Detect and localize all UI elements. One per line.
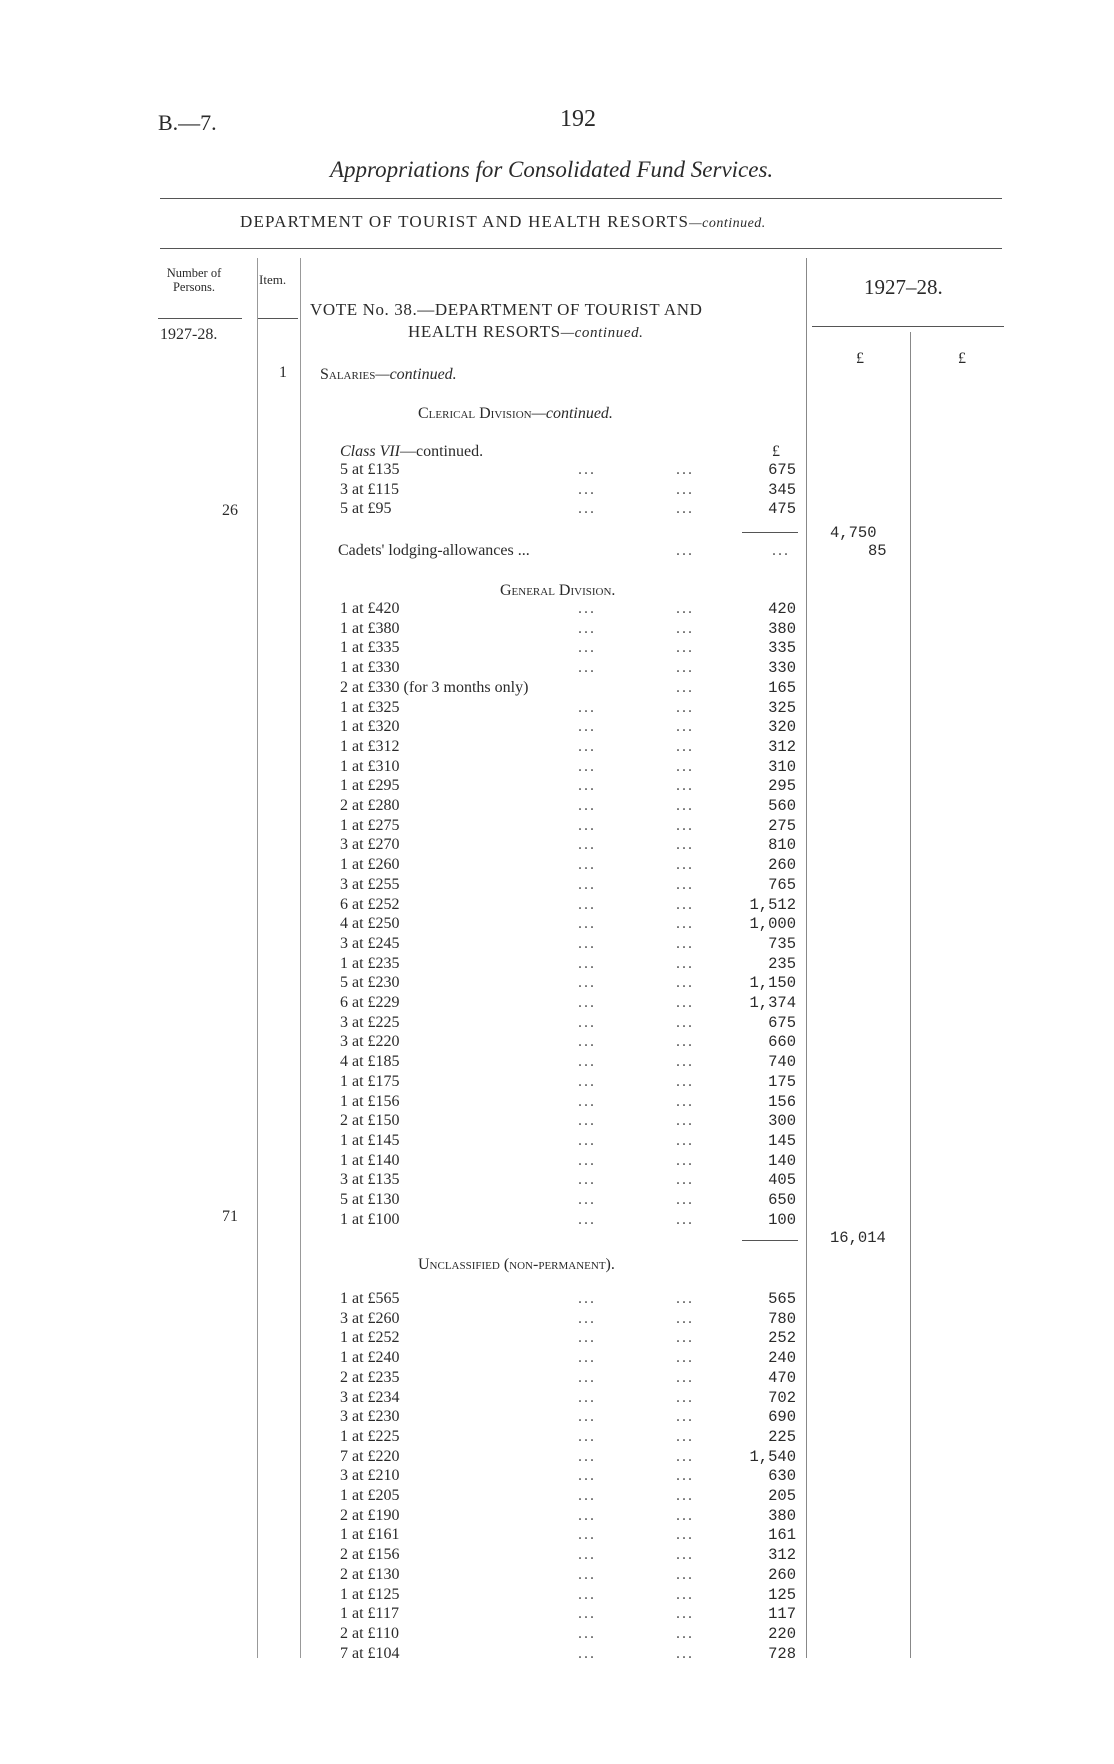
vote-title-name: HEALTH RESORTS — [408, 322, 561, 341]
row-description: 2 at £110 — [340, 1624, 399, 1642]
leader-dots: ... — [676, 1092, 694, 1110]
leader-dots: ... — [578, 1290, 596, 1307]
leader-dots: ... — [676, 1585, 694, 1603]
row-description: 4 at £185 — [340, 1053, 400, 1071]
leader-dots: ... — [676, 1388, 694, 1406]
row-description: 1 at £565 — [340, 1290, 400, 1307]
item-number: 1 — [279, 364, 287, 381]
leader-dots: ... — [578, 1309, 596, 1327]
leader-dots: ... — [578, 461, 596, 478]
row-amount: 145 — [768, 1131, 796, 1150]
leader-dots: ... — [578, 1447, 596, 1465]
leader-dots: ... — [676, 895, 694, 913]
row-amount: 156 — [768, 1092, 796, 1111]
general-persons: 71 — [222, 1208, 238, 1225]
leader-dots: ... — [676, 1290, 694, 1307]
row-amount: 345 — [768, 480, 796, 499]
row-description: 3 at £234 — [340, 1388, 400, 1406]
row-description: 3 at £135 — [340, 1171, 400, 1189]
leader-dots: ... — [676, 856, 694, 874]
row-amount: 1,150 — [749, 974, 796, 993]
row-description: 3 at £260 — [340, 1309, 400, 1327]
rule-vertical-main — [806, 258, 807, 1658]
leader-dots: ... — [578, 718, 596, 736]
leader-dots: ... — [578, 1506, 596, 1524]
year-label-left: 1927-28. — [160, 326, 218, 343]
row-amount: 765 — [768, 875, 796, 894]
row-amount: 380 — [768, 1506, 796, 1525]
leader-dots: ... — [578, 1408, 596, 1426]
row-description: 1 at £225 — [340, 1427, 400, 1445]
leader-dots: ... — [578, 1053, 596, 1071]
row-description: 3 at £115 — [340, 480, 399, 498]
leader-dots: ... — [578, 600, 596, 617]
row-description: 6 at £229 — [340, 994, 400, 1011]
class-label — [340, 443, 483, 461]
leader-dots: ... — [676, 1546, 694, 1564]
leader-dots: ... — [578, 777, 596, 795]
row-description: 1 at £175 — [340, 1072, 400, 1090]
leader-dots: ... — [578, 816, 596, 834]
row-amount: 330 — [768, 659, 796, 678]
row-amount: 220 — [768, 1624, 796, 1643]
vote-title-line1: VOTE No. 38.—DEPARTMENT OF TOURIST AND — [310, 300, 703, 319]
row-amount: 405 — [768, 1171, 796, 1190]
leader-dots: ... — [578, 619, 596, 637]
row-amount: 312 — [768, 737, 796, 756]
row-description: 6 at £252 — [340, 895, 400, 913]
class-suffix: —continued. — [400, 443, 484, 460]
row-description: 2 at £280 — [340, 797, 400, 814]
department-suffix: —continued. — [689, 216, 766, 231]
row-amount: 475 — [768, 500, 796, 518]
general-subtotal: 16,014 — [830, 1229, 886, 1247]
row-description: 1 at £312 — [340, 737, 400, 755]
rule-general-subtotal — [742, 1240, 798, 1241]
leader-dots: ... — [676, 1013, 694, 1031]
row-amount: 252 — [768, 1329, 796, 1348]
row-amount: 125 — [768, 1585, 796, 1604]
row-amount: 325 — [768, 698, 796, 717]
leader-dots: ... — [676, 797, 694, 814]
year-header: 1927–28. — [864, 275, 943, 299]
leader-dots: ... — [578, 659, 596, 677]
leader-dots: ... — [676, 1487, 694, 1504]
leader-dots: ... — [578, 1427, 596, 1445]
row-amount: 470 — [768, 1368, 796, 1387]
pound-column-1: £ — [856, 350, 864, 367]
leader-dots: ... — [676, 659, 694, 677]
leader-dots: ... — [578, 1112, 596, 1130]
row-amount: 240 — [768, 1349, 796, 1368]
row-amount: 420 — [768, 600, 796, 618]
leader-dots: ... — [578, 875, 596, 893]
unclassified-heading: Unclassified (non-permanent). — [418, 1256, 615, 1273]
leader-dots: ... — [578, 1526, 596, 1544]
leader-dots: ... — [676, 1467, 694, 1485]
leader-dots: ... — [676, 1349, 694, 1367]
leader-dots: ... — [676, 836, 694, 854]
leader-dots: ... — [578, 500, 596, 517]
leader-dots: ... — [676, 777, 694, 795]
department-name: DEPARTMENT OF TOURIST AND HEALTH RESORTS — [240, 212, 690, 231]
leader-dots: ... — [578, 1487, 596, 1504]
leader-dots: ... — [578, 974, 596, 992]
row-amount: 225 — [768, 1427, 796, 1446]
row-amount: 728 — [768, 1644, 796, 1663]
row-description: 1 at £310 — [340, 757, 400, 775]
class-name: Class VII — [340, 443, 400, 460]
leader-dots: ... — [578, 1072, 596, 1090]
leader-dots: ... — [578, 639, 596, 657]
leader-dots: ... — [676, 1644, 694, 1662]
vote-title-suffix: —continued. — [560, 325, 644, 341]
leader-dots: ... — [676, 1526, 694, 1544]
rule-persons-head — [158, 318, 242, 319]
leader-dots: ... — [676, 1112, 694, 1130]
leader-dots: ... — [578, 934, 596, 952]
clerical-heading-suffix: —continued. — [531, 405, 613, 422]
leader-dots: ... — [578, 1644, 596, 1662]
row-description: 5 at £230 — [340, 974, 400, 992]
row-description: 3 at £270 — [340, 836, 400, 854]
clerical-subtotal: 4,750 — [830, 524, 877, 542]
leader-dots: ... — [578, 1467, 596, 1485]
salaries-heading — [320, 366, 457, 384]
leader-dots: ... — [676, 461, 694, 478]
leader-dots: ... — [676, 737, 694, 755]
leader-dots: ... — [578, 1131, 596, 1149]
row-description: 7 at £104 — [340, 1644, 400, 1662]
row-description: 1 at £380 — [340, 619, 400, 637]
row-amount: 335 — [768, 639, 796, 658]
row-amount: 260 — [768, 856, 796, 875]
leader-dots: ... — [676, 875, 694, 893]
row-amount: 810 — [768, 836, 796, 855]
row-amount: 630 — [768, 1467, 796, 1486]
leader-dots: ... — [676, 1408, 694, 1426]
leader-dots: ... — [676, 757, 694, 775]
page-number: 192 — [560, 106, 596, 132]
rule-vertical-item — [300, 258, 301, 1658]
row-amount: 780 — [768, 1309, 796, 1328]
row-description: 1 at £100 — [340, 1210, 400, 1228]
leader-dots: ... — [676, 1151, 694, 1169]
leader-dots: ... — [676, 500, 694, 517]
page-title: Appropriations for Consolidated Fund Services. — [330, 157, 774, 182]
leader-dots: ... — [676, 718, 694, 736]
leader-dots: ... — [676, 915, 694, 933]
leader-dots: ... — [676, 1171, 694, 1189]
row-amount: 650 — [768, 1191, 796, 1209]
cadets-amount: 85 — [868, 542, 887, 560]
clerical-heading — [418, 405, 613, 423]
row-description: 2 at £150 — [340, 1112, 400, 1130]
leader-dots: ... — [578, 836, 596, 854]
row-amount: 295 — [768, 777, 796, 796]
leader-dots: ... — [676, 1072, 694, 1090]
leader-dots: ... — [676, 1368, 694, 1386]
row-amount: 260 — [768, 1565, 796, 1584]
row-description: 3 at £230 — [340, 1408, 400, 1426]
leader-dots: ... — [578, 480, 596, 498]
row-amount: 1,512 — [749, 895, 796, 914]
row-description: 1 at £145 — [340, 1131, 400, 1149]
row-amount: 275 — [768, 816, 796, 835]
row-description: 2 at £190 — [340, 1506, 400, 1524]
leader-dots: ... — [578, 1013, 596, 1031]
row-description: 7 at £220 — [340, 1447, 400, 1465]
row-description: 3 at £245 — [340, 934, 400, 952]
leader-dots: ... — [578, 1210, 596, 1228]
leader-dots: ... — [676, 678, 694, 696]
leader-dots: ... — [676, 600, 694, 617]
row-description: 3 at £210 — [340, 1467, 400, 1485]
leader-dots: ... — [578, 1368, 596, 1386]
leader-dots: ... — [676, 1191, 694, 1208]
row-description: 1 at £117 — [340, 1605, 399, 1623]
leader-dots: ... — [578, 1565, 596, 1583]
row-amount: 310 — [768, 757, 796, 776]
row-amount: 675 — [768, 461, 796, 479]
row-description: 1 at £295 — [340, 777, 400, 795]
row-amount: 560 — [768, 797, 796, 815]
row-amount: 165 — [768, 678, 796, 697]
leader-dots: ... — [676, 619, 694, 637]
row-description: 1 at £161 — [340, 1526, 400, 1544]
department-heading — [240, 212, 766, 232]
leader-dots: ... — [578, 1191, 596, 1208]
leader-dots: ... — [578, 1092, 596, 1110]
leader-dots: ... — [578, 1151, 596, 1169]
row-description: 5 at £135 — [340, 461, 400, 478]
row-description: 1 at £235 — [340, 954, 400, 972]
leader-dots: ... — [676, 1210, 694, 1228]
row-description: 1 at £260 — [340, 856, 400, 874]
leader-dots: ... — [676, 480, 694, 498]
cadets-label: Cadets' lodging-allowances ... — [338, 542, 530, 559]
rule-vertical-subtotal — [910, 332, 911, 1658]
rule-clerical-subtotal — [742, 532, 798, 533]
row-amount: 660 — [768, 1033, 796, 1052]
row-description: 3 at £255 — [340, 875, 400, 893]
leader-dots: ... — [676, 1309, 694, 1327]
row-amount: 312 — [768, 1546, 796, 1565]
row-amount: 140 — [768, 1151, 796, 1170]
leader-dots: ... — [578, 895, 596, 913]
leader-dots: ... — [578, 757, 596, 775]
item-header: Item. — [259, 272, 287, 287]
rule-vertical-persons — [257, 258, 258, 1658]
leader-dots: ... — [578, 737, 596, 755]
row-description: 1 at £140 — [340, 1151, 400, 1169]
leader-dots: ... — [676, 639, 694, 657]
leader-dots: ... — [676, 954, 694, 972]
leader-dots: ... — [578, 1546, 596, 1564]
leader-dots: ... — [676, 1329, 694, 1347]
leader-dots: ... — [578, 1585, 596, 1603]
leader-dots: ... — [578, 1388, 596, 1406]
leader-dots: ... — [578, 1033, 596, 1051]
leader-dots: ... — [578, 698, 596, 716]
row-amount: 1,374 — [749, 994, 796, 1012]
row-amount: 702 — [768, 1388, 796, 1407]
leader-dots: ... — [578, 856, 596, 874]
pound-mark: £ — [772, 443, 780, 460]
leader-dots: ... — [676, 934, 694, 952]
row-amount: 740 — [768, 1053, 796, 1072]
row-amount: 380 — [768, 619, 796, 638]
row-description: 1 at £320 — [340, 718, 400, 736]
row-description: 1 at £125 — [340, 1585, 400, 1603]
leader-dots: ... — [676, 1565, 694, 1583]
salaries-label: Salaries — [320, 366, 376, 383]
salaries-suffix: —continued. — [375, 366, 457, 383]
leader-dots: ... — [676, 974, 694, 992]
row-description: 1 at £240 — [340, 1349, 400, 1367]
clerical-persons: 26 — [222, 502, 238, 519]
row-description: 3 at £225 — [340, 1013, 400, 1031]
document-reference: B.—7. — [158, 110, 217, 135]
row-amount: 161 — [768, 1526, 796, 1545]
leader-dots: ... — [676, 1447, 694, 1465]
leader-dots: ... — [676, 1605, 694, 1623]
leader-dots: ... — [578, 1171, 596, 1189]
number-of-persons-header: Number of Persons. — [166, 266, 222, 294]
row-amount: 300 — [768, 1112, 796, 1131]
row-description: 3 at £220 — [340, 1033, 400, 1051]
leader-dots: ... — [578, 994, 596, 1011]
row-amount: 675 — [768, 1013, 796, 1032]
pound-column-2: £ — [958, 350, 966, 367]
leader-dots: ... — [676, 1506, 694, 1524]
row-description: 2 at £130 — [340, 1565, 400, 1583]
leader-dots: ... — [578, 1605, 596, 1623]
row-amount: 235 — [768, 954, 796, 973]
leader-dots: ... — [578, 915, 596, 933]
row-description: 1 at £325 — [340, 698, 400, 716]
row-description: 1 at £330 — [340, 659, 400, 677]
row-description: 4 at £250 — [340, 915, 400, 933]
leader-dots: ... — [676, 542, 694, 559]
rule-table-top — [160, 248, 1002, 249]
row-description: 1 at £275 — [340, 816, 400, 834]
row-amount: 1,540 — [749, 1447, 796, 1466]
leader-dots: ... — [578, 797, 596, 814]
row-amount: 175 — [768, 1072, 796, 1091]
leader-dots: ... — [676, 1624, 694, 1642]
row-description: 2 at £330 (for 3 months only) — [340, 678, 529, 696]
leader-dots: ... — [578, 1349, 596, 1367]
row-amount: 205 — [768, 1487, 796, 1505]
rule-top — [160, 198, 1002, 199]
leader-dots: ... — [676, 698, 694, 716]
row-amount: 320 — [768, 718, 796, 737]
row-description: 1 at £252 — [340, 1329, 400, 1347]
row-description: 1 at £205 — [340, 1487, 400, 1504]
row-amount: 735 — [768, 934, 796, 953]
leader-dots: ... — [676, 1033, 694, 1051]
leader-dots: ... — [578, 1624, 596, 1642]
leader-dots: ... — [676, 1053, 694, 1071]
leader-dots: ... — [578, 1329, 596, 1347]
general-heading: General Division. — [500, 582, 616, 599]
row-amount: 690 — [768, 1408, 796, 1427]
row-description: 5 at £95 — [340, 500, 392, 517]
leader-dots: ... — [772, 542, 790, 559]
leader-dots: ... — [578, 954, 596, 972]
row-amount: 117 — [768, 1605, 796, 1624]
row-amount: 565 — [768, 1290, 796, 1308]
clerical-heading-label: Clerical Division — [418, 405, 532, 422]
row-description: 1 at £156 — [340, 1092, 400, 1110]
row-description: 1 at £335 — [340, 639, 400, 657]
leader-dots: ... — [676, 816, 694, 834]
leader-dots: ... — [676, 994, 694, 1011]
vote-title-line2 — [408, 322, 644, 342]
rule-item-head — [258, 318, 298, 319]
row-description: 5 at £130 — [340, 1191, 400, 1208]
leader-dots: ... — [676, 1427, 694, 1445]
rule-year-head — [812, 326, 1004, 327]
row-description: 2 at £235 — [340, 1368, 400, 1386]
row-amount: 100 — [768, 1210, 796, 1229]
row-description: 2 at £156 — [340, 1546, 400, 1564]
row-amount: 1,000 — [749, 915, 796, 934]
row-description: 1 at £420 — [340, 600, 400, 617]
leader-dots: ... — [676, 1131, 694, 1149]
